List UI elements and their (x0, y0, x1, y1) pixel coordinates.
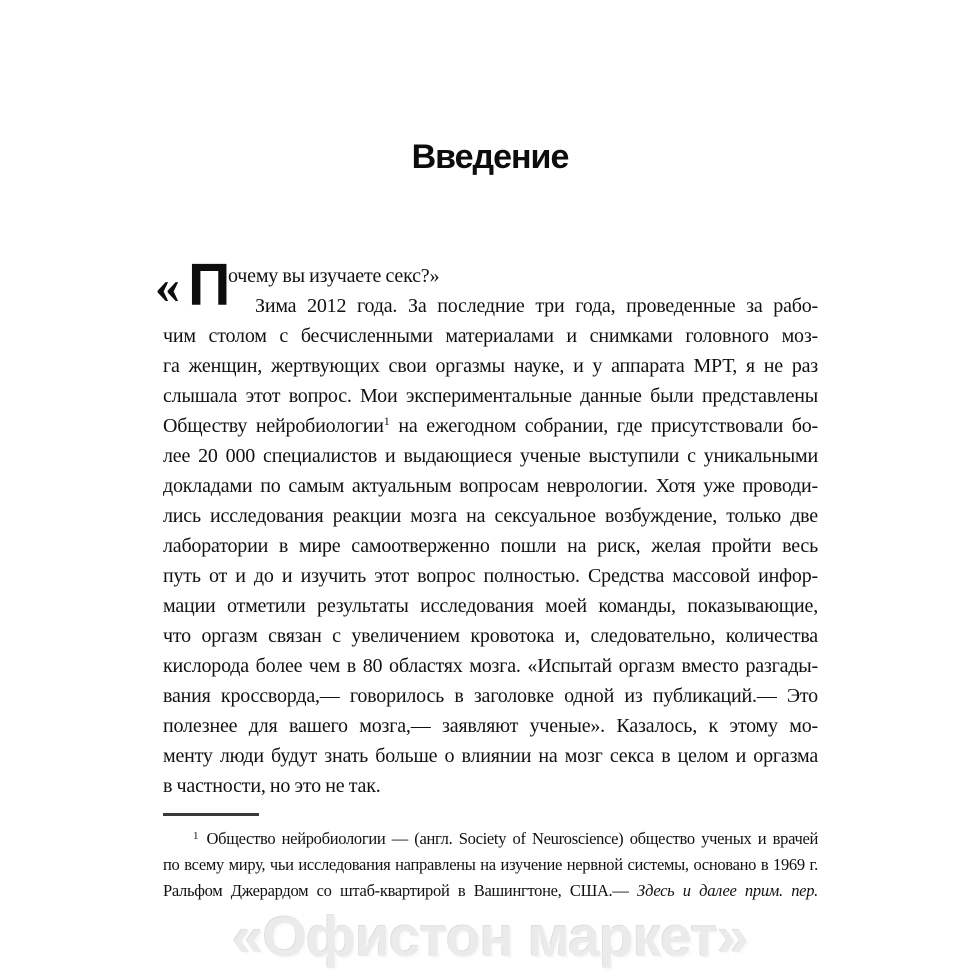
chapter-title: Введение (411, 138, 569, 176)
body-line: слышала этот вопрос. Мои экспериментальные данные были представлены (163, 385, 818, 407)
body-line: менту люди будут знать больше о влиянии на мозг секса в целом и оргазма (163, 745, 818, 767)
footnote-translator-note-italic: Здесь и далее прим. пер. (637, 881, 818, 900)
opening-quote-mark: « (155, 258, 180, 314)
body-line: чим столом с бесчисленными материалами и снимками головного моз- (163, 325, 818, 347)
body-line: га женщин, жертвующих свои оргазмы науке, и у аппарата МРТ, я не раз (163, 355, 818, 377)
body-line: лись исследования реакции мозга на сексуальное возбуждение, только две (163, 505, 818, 527)
body-line: докладами по самым актуальным вопросам неврологии. Хотя уже проводи- (163, 475, 818, 497)
footnote-text-segment: Ральфом Джерардом со штаб-квартирой в Вашингтоне, США.— (163, 881, 637, 900)
body-line: лее 20 000 специалистов и выдающиеся ученые выступили с уникальными (163, 445, 818, 467)
body-line: очему вы изучаете секс?» (228, 265, 440, 287)
body-text-block (163, 261, 818, 801)
body-line: полезнее для вашего мозга,— заявляют ученые». Казалось, к этому мо- (163, 715, 818, 737)
footnote-line: по всему миру, чьи исследования направлены на изучение нервной системы, основано в 1969 г. (163, 855, 818, 874)
body-line: Зима 2012 года. За последние три года, проведенные за рабо- (255, 295, 818, 317)
body-line: лаборатории в мире самоотверженно пошли на риск, желая пройти весь (163, 535, 818, 557)
footnote-line (163, 878, 818, 904)
footnote-marker-superscript: 1 (193, 830, 199, 842)
body-line: что оргазм связан с увеличением кровотока и, следовательно, количества (163, 625, 818, 647)
body-line: путь от и до и изучить этот вопрос полностью. Средства массовой инфор- (163, 565, 818, 587)
footnote-line (163, 826, 818, 852)
store-watermark: «Офистон маркет» (232, 905, 748, 969)
body-line-segment: Обществу нейробиологии (163, 415, 384, 437)
drop-cap-letter: П (188, 252, 231, 318)
body-line: в частности, но это не так. (163, 775, 381, 797)
footnote-divider-rule (163, 813, 259, 816)
footnote-text-segment: Общество нейробиологии — (англ. Society of Neuroscience) общество ученых и врачей (206, 829, 818, 848)
body-line: кислорода более чем в 80 областях мозга. «Испытай оргазм вместо разгады- (163, 655, 818, 677)
body-line: вания кроссворда,— говорилось в заголовке одной из публикаций.— Это (163, 685, 818, 707)
body-line: мации отметили результаты исследования моей команды, показывающие, (163, 595, 818, 617)
footnote-reference-superscript: 1 (383, 414, 390, 428)
footnote-block (163, 826, 818, 904)
body-line-with-footnote-ref (163, 411, 818, 441)
body-line-segment: на ежегодном собрании, где присутствовали бо- (389, 415, 818, 437)
